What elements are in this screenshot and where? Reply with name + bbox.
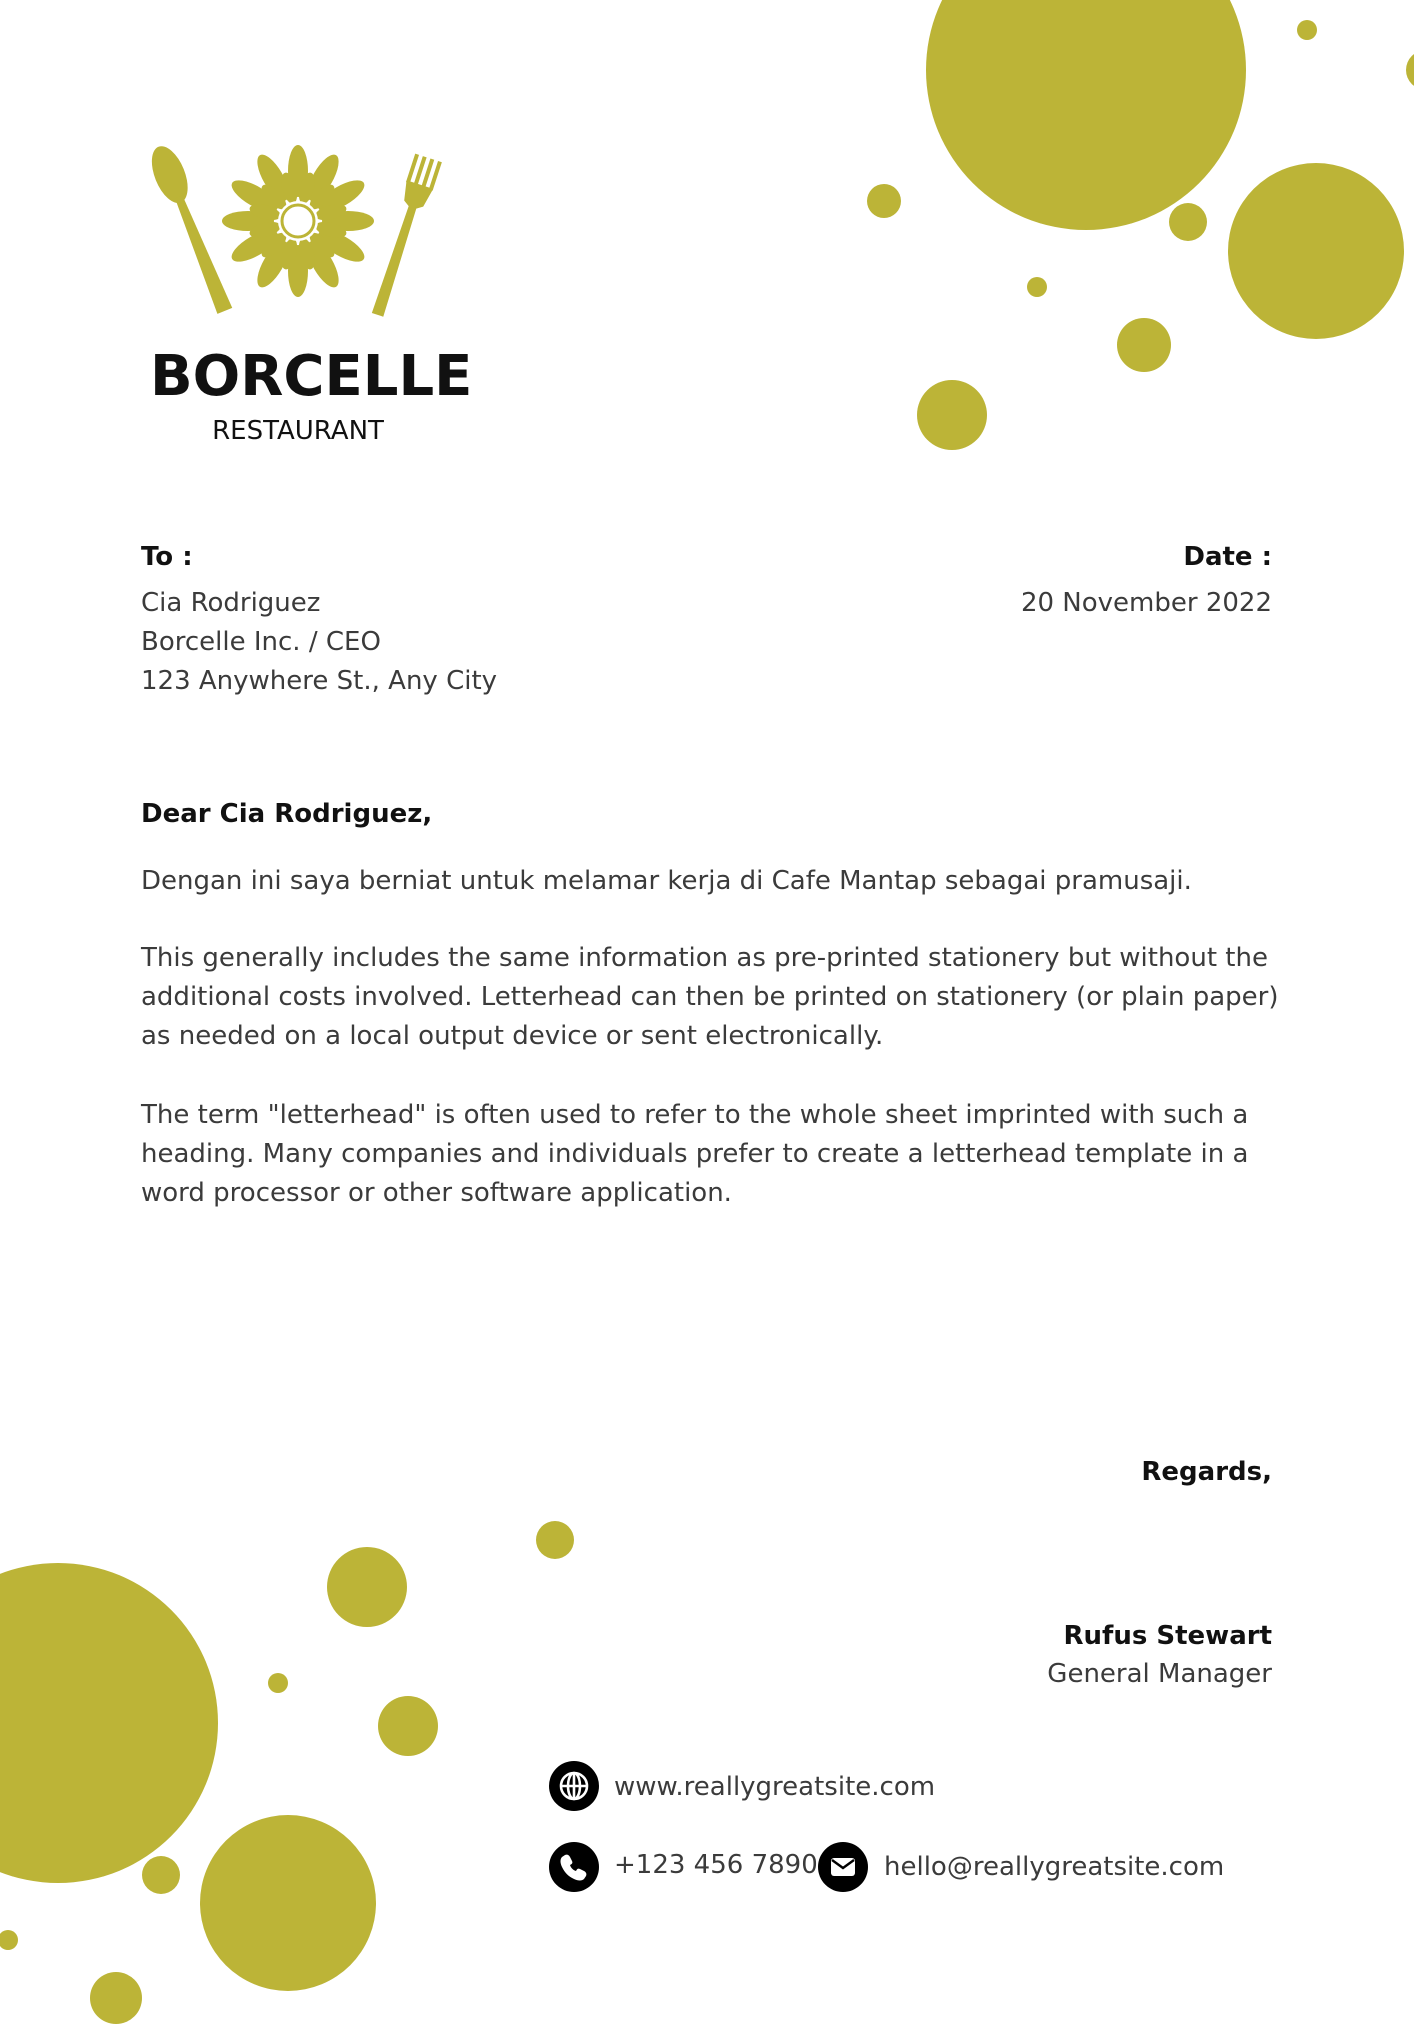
decor-circle bbox=[1027, 277, 1047, 297]
signature-name: Rufus Stewart bbox=[1063, 1621, 1272, 1651]
recipient-name: Cia Rodriguez bbox=[141, 588, 321, 618]
decor-circle bbox=[90, 1972, 142, 2024]
decor-circle bbox=[867, 184, 901, 218]
decor-circle bbox=[0, 1930, 18, 1950]
email-address[interactable]: hello@reallygreatsite.com bbox=[884, 1852, 1225, 1882]
decor-circle bbox=[1228, 163, 1404, 339]
decor-circle bbox=[1169, 203, 1207, 241]
paragraph-1: Dengan ini saya berniat untuk melamar kerja di Cafe Mantap sebagai pramusaji. bbox=[141, 866, 1192, 896]
date-block bbox=[1021, 540, 1272, 623]
recipient-label: To : bbox=[141, 542, 193, 572]
recipient-address: 123 Anywhere St., Any City bbox=[141, 666, 498, 696]
phone-number[interactable]: +123 456 7890 bbox=[614, 1850, 818, 1880]
decor-circle bbox=[327, 1547, 407, 1627]
decor-circle bbox=[0, 1563, 218, 1883]
phone-icon bbox=[549, 1842, 599, 1892]
date-value: 20 November 2022 bbox=[1020, 588, 1272, 618]
signature-block bbox=[1047, 1619, 1272, 1694]
decor-circle bbox=[926, 0, 1246, 230]
paragraph-2: This generally includes the same information as pre-printed stationery but without the additional costs involved. Letterhead can then be printed on stationery (or plain paper) as needed on a local output device or sent electronically. bbox=[141, 943, 1279, 1051]
decor-circle bbox=[200, 1815, 376, 1991]
globe-icon bbox=[549, 1761, 599, 1811]
greeting: Dear Cia Rodriguez, bbox=[141, 799, 433, 829]
spoon-flower-fork-logo bbox=[148, 135, 448, 325]
signature-title: General Manager bbox=[1047, 1659, 1272, 1689]
decor-circle bbox=[917, 380, 987, 450]
closing: Regards, bbox=[1141, 1457, 1272, 1487]
recipient-block bbox=[141, 540, 497, 701]
website-link[interactable]: www.reallygreatsite.com bbox=[614, 1772, 936, 1802]
recipient-company: Borcelle Inc. / CEO bbox=[141, 627, 381, 657]
decor-circle bbox=[268, 1673, 288, 1693]
decor-circle bbox=[1117, 318, 1171, 372]
date-label: Date : bbox=[1183, 542, 1272, 572]
recipient-lines bbox=[141, 584, 497, 701]
brand-name: BORCELLE bbox=[150, 344, 473, 409]
decor-circle bbox=[1297, 20, 1317, 40]
decor-circle bbox=[378, 1696, 438, 1756]
decor-circle bbox=[1406, 50, 1414, 90]
decor-circle bbox=[142, 1856, 180, 1894]
brand-subtitle: RESTAURANT bbox=[212, 416, 384, 446]
decor-circle bbox=[536, 1521, 574, 1559]
paragraph-3: The term "letterhead" is often used to refer to the whole sheet imprinted with such a heading. Many companies and individuals prefer to create a letterhead template in a word processor or other software application. bbox=[141, 1100, 1249, 1208]
mail-icon bbox=[818, 1842, 868, 1892]
